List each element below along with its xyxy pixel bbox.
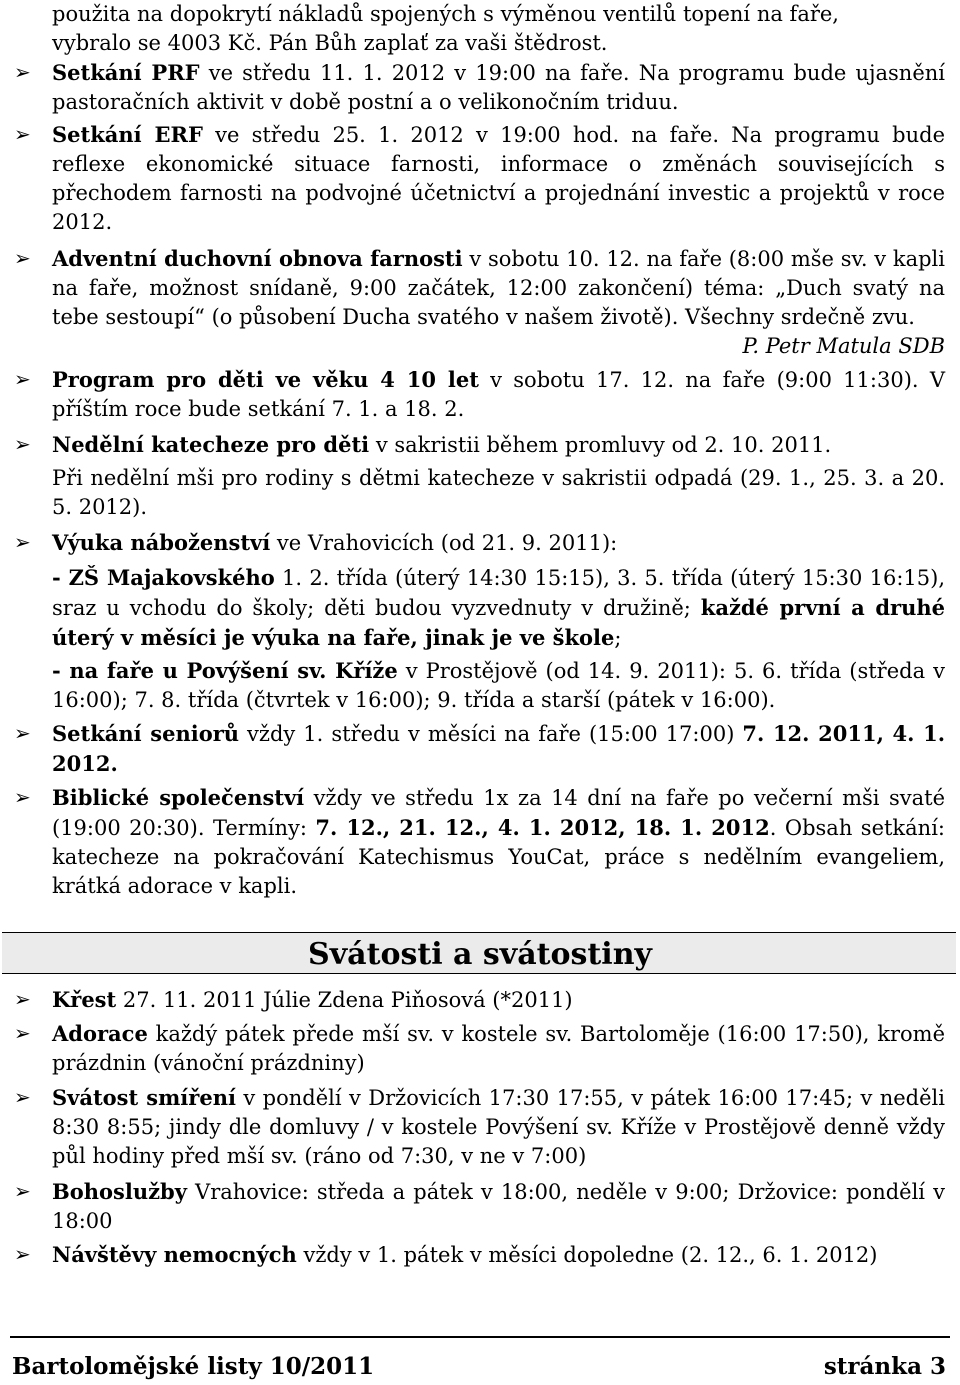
zs-bold: každé první a druhé úterý v měsíci je výuka na faře, jinak je ve škole xyxy=(52,595,945,650)
prf-item xyxy=(52,58,945,117)
bullet-arrow-icon: ➢ xyxy=(14,432,31,456)
katecheze-title: Nedělní katecheze pro děti xyxy=(52,432,370,457)
erf-title: Setkání ERF xyxy=(52,122,203,147)
prf-title: Setkání PRF xyxy=(52,60,200,85)
advent-title: Adventní duchovní obnova farnosti xyxy=(52,246,463,271)
footer-title: Bartolomějské listy 10/2011 xyxy=(12,1353,375,1380)
footer-page-number: stránka 3 xyxy=(823,1353,946,1380)
advent-text: v sobotu 10. 12. na faře (8:00 mše sv. v kapli na faře, možnost snídaně, 9:00 začátek, 12:00 zakončení) téma: „Duch svatý na tebe sestoupí“ (o působení Ducha svatého v našem životě). Všechny srdečně zvu. xyxy=(52,247,945,329)
advent-signature: P. Petr Matula SDB xyxy=(742,334,945,358)
bullet-arrow-icon: ➢ xyxy=(14,246,31,270)
top-line-2: vybralo se 4003 Kč. Pán Bůh zaplať za vaši štědrost. xyxy=(52,31,608,55)
bohosluzby-title: Bohoslužby xyxy=(52,1179,187,1204)
seniori-item xyxy=(52,719,945,779)
zs-title: - ZŠ Majakovského xyxy=(52,565,275,590)
biblicke-dates: 7. 12., 21. 12., 4. 1. 2012, 18. 1. 2012 xyxy=(315,815,770,840)
biblicke-end: . Obsah setkání: katecheze na pokračování Katechismus YouCat, práce s nedělním evangeliem, krátká adorace v kapli. xyxy=(52,816,945,898)
biblicke-text: vždy ve středu 1x za 14 dní na faře po večerní mši svaté (19:00 20:30). Termíny: xyxy=(52,786,945,840)
bullet-arrow-icon: ➢ xyxy=(14,122,31,146)
adorace-item xyxy=(52,1019,945,1078)
nabozenstvi-title: Výuka náboženství xyxy=(52,530,271,555)
kids-text: v sobotu 17. 12. na faře (9:00 11:30). V příštím roce bude setkání 7. 1. a 18. 2. xyxy=(52,368,945,421)
bullet-arrow-icon: ➢ xyxy=(14,1179,31,1203)
smireni-title: Svátost smíření xyxy=(52,1085,236,1110)
bohosluzby-item xyxy=(52,1177,945,1236)
adorace-text: každý pátek přede mší sv. v kostele sv. Bartoloměje (16:00 17:50), kromě prázdnin (vánoční prázdniny) xyxy=(52,1022,945,1075)
krest-item xyxy=(52,985,945,1015)
section-heading: Svátosti a svátostiny xyxy=(308,937,652,972)
katecheze-text-2: Při nedělní mši pro rodiny s dětmi katecheze v sakristii odpadá (29. 1., 25. 3. a 20. 5. 2012). xyxy=(52,466,945,519)
krest-title: Křest xyxy=(52,987,117,1012)
top-paragraph xyxy=(52,0,945,58)
zs-text: 1. 2. třída (úterý 14:30 15:15), 3. 5. třída (úterý 15:30 16:15), sraz u vchodu do školy; děti budou vyzvednuty v družině; xyxy=(52,566,945,620)
nabozenstvi-item xyxy=(52,528,945,558)
navstevy-item xyxy=(52,1240,945,1270)
katecheze-item xyxy=(52,430,945,522)
bullet-arrow-icon: ➢ xyxy=(14,1021,31,1045)
erf-item xyxy=(52,120,945,237)
biblicke-title: Biblické společenství xyxy=(52,785,305,810)
bohosluzby-text: Vrahovice: středa a pátek v 18:00, neděle v 9:00; Držovice: pondělí v 18:00 xyxy=(52,1180,945,1233)
smireni-item xyxy=(52,1083,945,1171)
navstevy-text: vždy v 1. pátek v měsíci dopoledne (2. 12., 6. 1. 2012) xyxy=(296,1243,878,1267)
kids-title: Program pro děti ve věku 4 10 let xyxy=(52,367,479,392)
bullet-arrow-icon: ➢ xyxy=(14,1242,31,1266)
bullet-arrow-icon: ➢ xyxy=(14,60,31,84)
kids-item xyxy=(52,365,945,424)
advent-item xyxy=(52,244,945,361)
footer-divider xyxy=(10,1336,950,1338)
prf-text: ve středu 11. 1. 2012 v 19:00 na faře. Na programu bude ujasnění pastoračních aktivit v době postní a o velikonočním triduu. xyxy=(52,61,945,114)
bullet-arrow-icon: ➢ xyxy=(14,721,31,745)
adorace-title: Adorace xyxy=(52,1021,148,1046)
katecheze-text: v sakristii během promluvy od 2. 10. 2011. xyxy=(369,433,832,457)
zs-item xyxy=(52,563,945,653)
bullet-arrow-icon: ➢ xyxy=(14,367,31,391)
fara-title: - na faře u Povýšení sv. Kříže xyxy=(52,658,398,683)
krest-text: 27. 11. 2011 Júlie Zdena Piňosová (*2011) xyxy=(116,988,573,1012)
smireni-text: v pondělí v Držovicích 17:30 17:55, v pátek 16:00 17:45; v neděli 8:30 8:55; jindy dle domluvy / v kostele Povýšení sv. Kříže v Prostějově denně vždy půl hodiny před mší sv. (ráno od 7:30, v ne v 7:00) xyxy=(52,1086,945,1168)
bullet-arrow-icon: ➢ xyxy=(14,530,31,554)
top-line-1: použita na dopokrytí nákladů spojených s výměnou ventilů topení na faře, xyxy=(52,2,839,26)
bullet-arrow-icon: ➢ xyxy=(14,1085,31,1109)
bullet-arrow-icon: ➢ xyxy=(14,987,31,1011)
seniori-text: vždy 1. středu v měsíci na faře (15:00 17:00) xyxy=(239,722,743,746)
seniori-dates: 7. 12. 2011, 4. 1. 2012. xyxy=(52,721,946,776)
nabozenstvi-text: ve Vrahovicích (od 21. 9. 2011): xyxy=(270,531,618,555)
fara-item xyxy=(52,656,945,715)
erf-text: ve středu 25. 1. 2012 v 19:00 hod. na faře. Na programu bude reflexe ekonomické situace farnosti, informace o změnách souvisejících s přechodem farnosti na podvojné účetnictví a projednání investic a projektů v roce 2012. xyxy=(52,123,945,234)
fara-text: v Prostějově (od 14. 9. 2011): 5. 6. třída (středa v 16:00); 7. 8. třída (čtvrtek v 16:00); 9. třída a starší (pátek v 16:00). xyxy=(52,659,945,712)
bullet-arrow-icon: ➢ xyxy=(14,785,31,809)
biblicke-item xyxy=(52,783,945,901)
seniori-title: Setkání seniorů xyxy=(52,721,240,746)
zs-end: ; xyxy=(614,626,622,650)
navstevy-title: Návštěvy nemocných xyxy=(52,1242,297,1267)
